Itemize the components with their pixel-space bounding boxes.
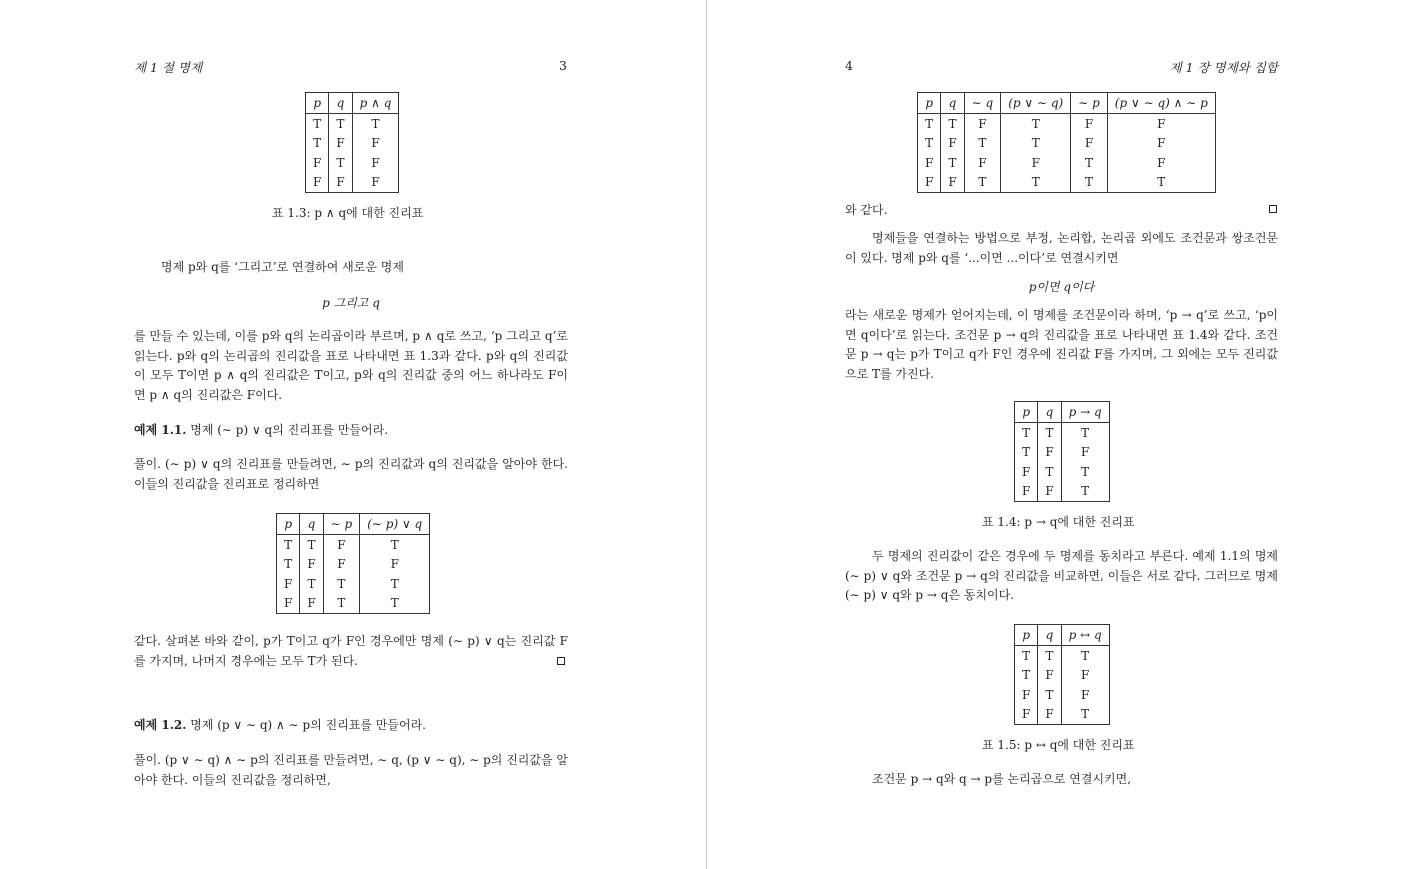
paragraph: 명제들을 연결하는 방법으로 부정, 논리합, 논리곱 외에도 조건문과 쌍조건문이 있다. 명제 p와 q를 ‘...이면 ...이다’로 연결시키면 bbox=[845, 231, 1278, 265]
table-cell: T bbox=[329, 114, 352, 134]
example-text: 명제 (∼ p) ∨ q의 진리표를 만들어라. bbox=[186, 423, 389, 437]
table-cell: F bbox=[964, 153, 1001, 173]
table-cell: F bbox=[1107, 153, 1215, 173]
column-header: q bbox=[300, 514, 323, 535]
table-cell: F bbox=[918, 173, 941, 193]
table-caption-1-3: 표 1.3: p ∧ q에 대한 진리표 bbox=[272, 206, 424, 220]
column-header: q bbox=[941, 93, 964, 114]
table-cell: T bbox=[964, 173, 1001, 193]
table-cell: F bbox=[277, 594, 300, 614]
column-header: (p ∨ ∼ q) ∧ ∼ p bbox=[1107, 93, 1215, 114]
paragraph: 와 같다. bbox=[845, 203, 888, 217]
table-cell: F bbox=[277, 574, 300, 594]
table-cell: T bbox=[1038, 646, 1061, 666]
table-cell: F bbox=[329, 173, 352, 193]
table-cell: F bbox=[1071, 134, 1108, 154]
column-header: q bbox=[1038, 625, 1061, 646]
table-cell: F bbox=[964, 114, 1001, 134]
truth-table-example-1-2 bbox=[917, 92, 1216, 193]
column-header: p ↔ q bbox=[1061, 625, 1109, 646]
table-cell: T bbox=[323, 594, 360, 614]
table-header-row bbox=[1015, 402, 1110, 423]
page-number: 3 bbox=[559, 58, 567, 73]
table-cell: F bbox=[1061, 685, 1109, 705]
table-header-row bbox=[306, 93, 399, 114]
paragraph: 같다. 살펴본 바와 같이, p가 T이고 q가 F인 경우에만 명제 (∼ p) ∨ q는 진리값 F를 가지며, 나머지 경우에는 모두 T가 된다. bbox=[134, 634, 568, 668]
table-row bbox=[1015, 666, 1110, 686]
table-row bbox=[1015, 482, 1110, 502]
truth-table-example-1-1 bbox=[276, 513, 430, 614]
truth-table-1-4 bbox=[1014, 401, 1110, 502]
table-cell: T bbox=[329, 153, 352, 173]
table-cell: F bbox=[352, 173, 399, 193]
table-cell: T bbox=[300, 535, 323, 555]
table-cell: F bbox=[918, 153, 941, 173]
column-header: q bbox=[1038, 402, 1061, 423]
table-cell: T bbox=[1061, 482, 1109, 502]
table-cell: F bbox=[1038, 705, 1061, 725]
table-cell: F bbox=[1015, 685, 1038, 705]
table-cell: T bbox=[1015, 423, 1038, 443]
table-cell: T bbox=[1061, 646, 1109, 666]
example-label: 예제 1.2. bbox=[134, 718, 187, 732]
table-row bbox=[918, 173, 1216, 193]
left-page bbox=[0, 0, 706, 869]
table-cell: T bbox=[964, 134, 1001, 154]
right-page bbox=[707, 0, 1413, 869]
table-cell: T bbox=[941, 153, 964, 173]
table-cell: F bbox=[941, 173, 964, 193]
example-label: 예제 1.1. bbox=[134, 423, 187, 437]
solution-1-2: 풀이. (p ∨ ∼ q) ∧ ∼ p의 진리표를 만들려면, ∼ q, (p ∨ ∼ q), ∼ p의 진리값을 알아야 한다. 이들의 진리값을 정리하면, bbox=[134, 753, 568, 787]
table-row bbox=[918, 134, 1216, 154]
column-header: p bbox=[277, 514, 300, 535]
paragraph: 를 만들 수 있는데, 이를 p와 q의 논리곱이라 부르며, p ∧ q로 쓰고, ‘p 그리고 q’로 읽는다. p와 q의 논리곱의 진리값을 표로 나타내면 표 1.3과 같다. p와 q의 진리값이 모두 T이면 p ∧ q의 진리값은 T이고, p와 q의 진리값 중의 어느 하나라도 F이면 p ∧ q의 진리값은 F이다. bbox=[134, 329, 568, 402]
table-row bbox=[306, 114, 399, 134]
table-cell: T bbox=[277, 535, 300, 555]
table-cell: F bbox=[306, 153, 329, 173]
table-header-row bbox=[918, 93, 1216, 114]
table-row bbox=[277, 594, 430, 614]
example-text: 명제 (p ∨ ∼ q) ∧ ∼ p의 진리표를 만들어라. bbox=[186, 718, 426, 732]
table-cell: F bbox=[1015, 462, 1038, 482]
qed-box bbox=[1269, 205, 1277, 213]
table-row bbox=[918, 114, 1216, 134]
display-math: p 그리고 q bbox=[322, 296, 380, 310]
table-cell: F bbox=[360, 555, 430, 575]
column-header: p bbox=[1015, 402, 1038, 423]
table-cell: F bbox=[329, 134, 352, 154]
table-cell: T bbox=[300, 574, 323, 594]
table-row bbox=[277, 535, 430, 555]
table-cell: T bbox=[352, 114, 399, 134]
paragraph: 명제 p와 q를 ‘그리고’로 연결하여 새로운 명제 bbox=[161, 260, 404, 274]
table-cell: T bbox=[306, 114, 329, 134]
table-cell: T bbox=[1061, 423, 1109, 443]
truth-table-1-5 bbox=[1014, 624, 1110, 725]
table-cell: T bbox=[277, 555, 300, 575]
table-cell: T bbox=[1038, 423, 1061, 443]
table-cell: T bbox=[1001, 173, 1071, 193]
column-header: q bbox=[329, 93, 352, 114]
table-cell: F bbox=[941, 134, 964, 154]
table-header-row bbox=[1015, 625, 1110, 646]
table-cell: F bbox=[1001, 153, 1071, 173]
table-cell: T bbox=[918, 114, 941, 134]
table-cell: T bbox=[941, 114, 964, 134]
table-row bbox=[1015, 443, 1110, 463]
table-cell: F bbox=[1107, 134, 1215, 154]
table-cell: F bbox=[1061, 443, 1109, 463]
column-header: p bbox=[1015, 625, 1038, 646]
table-caption-1-5: 표 1.5: p ↔ q에 대한 진리표 bbox=[982, 738, 1135, 752]
solution-1-1: 풀이. (∼ p) ∨ q의 진리표를 만들려면, ∼ p의 진리값과 q의 진리값을 알아야 한다. 이들의 진리값을 진리표로 정리하면 bbox=[134, 457, 568, 491]
column-header: (p ∨ ∼ q) bbox=[1001, 93, 1071, 114]
table-cell: F bbox=[1015, 482, 1038, 502]
table-cell: T bbox=[360, 535, 430, 555]
table-cell: F bbox=[300, 555, 323, 575]
table-row bbox=[918, 153, 1216, 173]
table-cell: F bbox=[1038, 482, 1061, 502]
table-row bbox=[306, 153, 399, 173]
table-row bbox=[277, 574, 430, 594]
column-header: (∼ p) ∨ q bbox=[360, 514, 430, 535]
paragraph: 조건문 p → q와 q → p를 논리곱으로 연결시키면, bbox=[872, 772, 1132, 786]
table-cell: F bbox=[323, 535, 360, 555]
table-cell: T bbox=[1001, 134, 1071, 154]
table-header-row bbox=[277, 514, 430, 535]
running-header-right: 제 1 장 명제와 집합 bbox=[1169, 60, 1278, 75]
table-row bbox=[277, 555, 430, 575]
column-header: p bbox=[918, 93, 941, 114]
page-number: 4 bbox=[845, 58, 853, 73]
table-cell: F bbox=[1071, 114, 1108, 134]
table-cell: T bbox=[1001, 114, 1071, 134]
table-cell: F bbox=[306, 173, 329, 193]
table-cell: T bbox=[1061, 705, 1109, 725]
table-cell: F bbox=[323, 555, 360, 575]
table-cell: F bbox=[1038, 666, 1061, 686]
table-row bbox=[1015, 685, 1110, 705]
paragraph: 두 명제의 진리값이 같은 경우에 두 명제를 동치라고 부른다. 예제 1.1의 명제 (∼ p) ∨ q와 조건문 p → q의 진리값을 비교하면, 이들은 서로 같다. 그러므로 명제 (∼ p) ∨ q와 p → q은 동치이다. bbox=[845, 549, 1278, 602]
qed-box bbox=[557, 657, 565, 665]
table-cell: T bbox=[1015, 443, 1038, 463]
table-cell: T bbox=[1015, 646, 1038, 666]
table-cell: T bbox=[1071, 173, 1108, 193]
table-cell: T bbox=[1107, 173, 1215, 193]
table-row bbox=[1015, 462, 1110, 482]
table-cell: T bbox=[1071, 153, 1108, 173]
table-cell: F bbox=[1061, 666, 1109, 686]
table-row bbox=[1015, 705, 1110, 725]
column-header: ∼ q bbox=[964, 93, 1001, 114]
paragraph: 라는 새로운 명제가 얻어지는데, 이 명제를 조건문이라 하며, ‘p → q’로 쓰고, ‘p이면 q이다’로 읽는다. 조건문 p → q의 진리값을 표로 나타내면 표 1.4와 같다. 조건문 p → q는 p가 T이고 q가 F인 경우에 진리값 F를 가지며, 그 외에는 모두 진리값으로 T를 가진다. bbox=[845, 308, 1278, 381]
table-cell: F bbox=[1107, 114, 1215, 134]
table-row bbox=[1015, 646, 1110, 666]
table-cell: T bbox=[1038, 462, 1061, 482]
table-cell: F bbox=[1015, 705, 1038, 725]
column-header: p ∧ q bbox=[352, 93, 399, 114]
column-header: p bbox=[306, 93, 329, 114]
truth-table-1-3 bbox=[305, 92, 399, 193]
table-cell: F bbox=[352, 153, 399, 173]
running-header-left: 제 1 절 명제 bbox=[134, 60, 203, 75]
example-1-2 bbox=[134, 716, 568, 736]
table-cell: T bbox=[323, 574, 360, 594]
table-caption-1-4: 표 1.4: p → q에 대한 진리표 bbox=[982, 515, 1135, 529]
column-header: p → q bbox=[1061, 402, 1109, 423]
table-cell: T bbox=[306, 134, 329, 154]
display-math: p이면 q이다 bbox=[1028, 280, 1095, 294]
table-row bbox=[1015, 423, 1110, 443]
table-cell: T bbox=[1038, 685, 1061, 705]
table-cell: F bbox=[1038, 443, 1061, 463]
table-row bbox=[306, 134, 399, 154]
table-cell: T bbox=[360, 594, 430, 614]
column-header: ∼ p bbox=[323, 514, 360, 535]
table-cell: T bbox=[1015, 666, 1038, 686]
example-1-1 bbox=[134, 421, 568, 441]
table-cell: F bbox=[352, 134, 399, 154]
table-cell: T bbox=[1061, 462, 1109, 482]
table-cell: T bbox=[918, 134, 941, 154]
table-cell: F bbox=[300, 594, 323, 614]
table-cell: T bbox=[360, 574, 430, 594]
table-row bbox=[306, 173, 399, 193]
column-header: ∼ p bbox=[1071, 93, 1108, 114]
